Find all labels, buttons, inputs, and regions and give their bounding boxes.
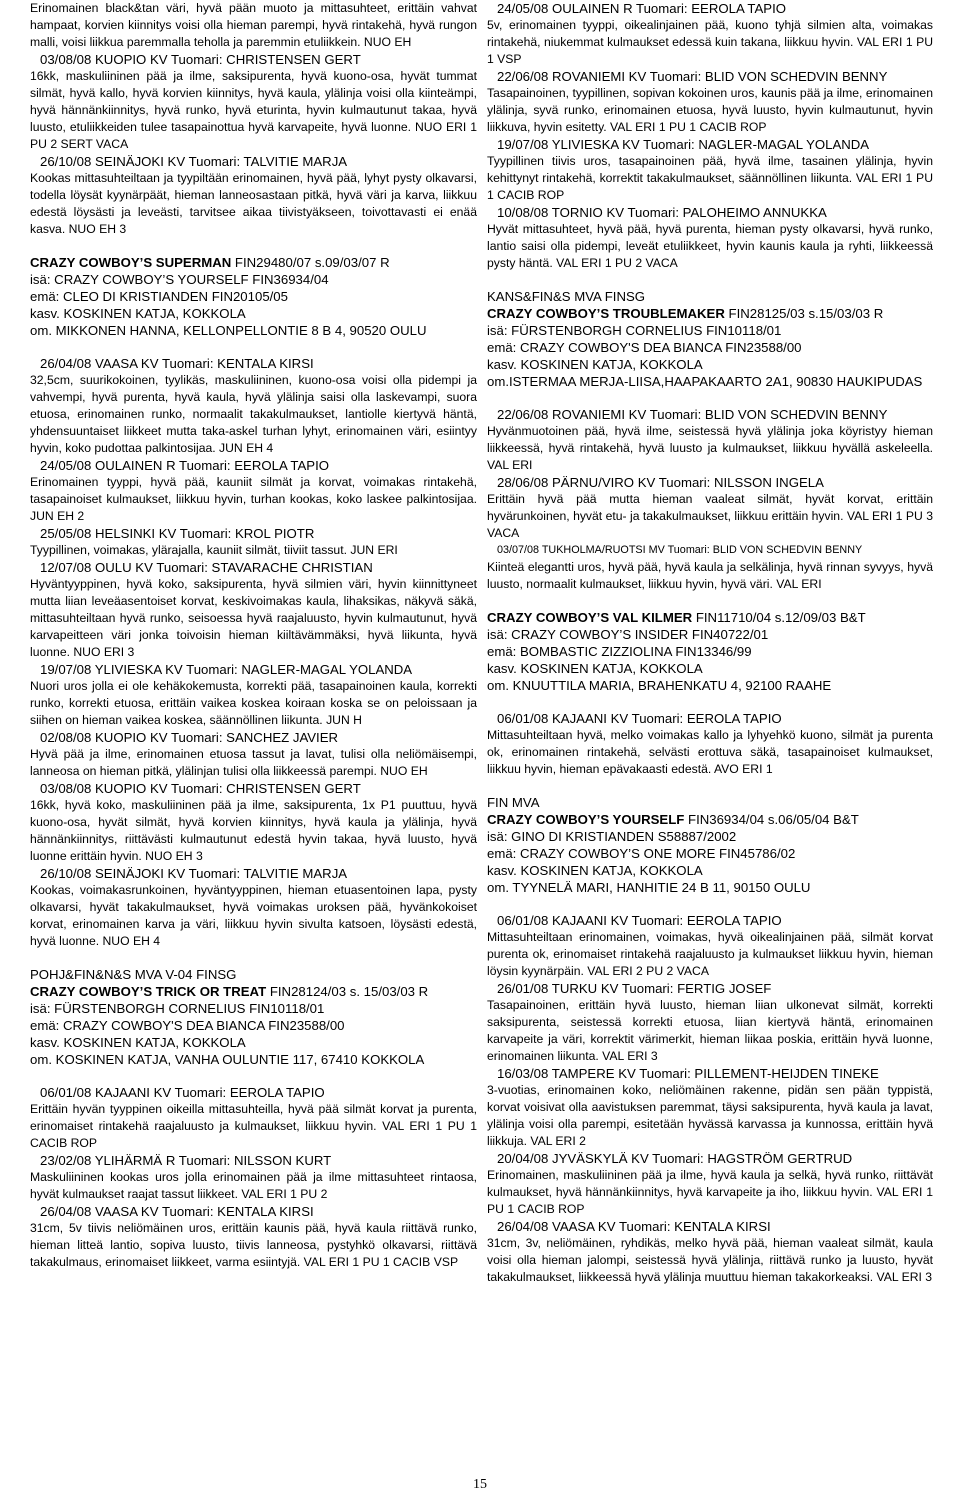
review-header: 19/07/08 YLIVIESKA KV Tuomari: NAGLER-MAGAL YOLANDA bbox=[497, 137, 870, 152]
review-text: Hyväntyyppinen, hyvä koko, saksipurenta, hyvä silmien väri, hyvin kiinnittyneet mutta liian leveäasentoiset korvat, keskivoimakas kaula, lihaksikas, näkyvä säkä, mittasuhteiltaan hyvä runko, seisoessa hyvä raajaluusto, hyvin kulmautunut, hyvä karvapeitteen väri jonka toivoisin hieman kiiltävämmäksi, hyvä liikunta, hyvä luonne. NUO ERI 3 bbox=[30, 577, 477, 659]
review-header: 28/06/08 PÄRNU/VIRO KV Tuomari: NILSSON INGELA bbox=[497, 475, 824, 490]
show-review bbox=[487, 0, 933, 68]
dog-class: FIN MVA bbox=[487, 795, 540, 810]
dog-registration: FIN28125/03 s.15/03/03 R bbox=[724, 306, 884, 321]
dog-sire: isä: CRAZY COWBOY’S YOURSELF FIN36934/04 bbox=[30, 272, 329, 287]
show-review bbox=[30, 865, 477, 950]
dog-owner: om. TYYNELÄ MARI, HANHITIE 24 B 11, 90150 OULU bbox=[487, 880, 811, 895]
spacer bbox=[487, 272, 933, 288]
dog-name-line bbox=[487, 609, 933, 626]
review-header: 06/01/08 KAJAANI KV Tuomari: EEROLA TAPIO bbox=[497, 711, 782, 726]
dog-sire: isä: FÜRSTENBORGH CORNELIUS FIN10118/01 bbox=[487, 323, 782, 338]
dog-sire: isä: FÜRSTENBORGH CORNELIUS FIN10118/01 bbox=[30, 1001, 325, 1016]
right-column bbox=[487, 0, 933, 1286]
show-review bbox=[487, 710, 933, 778]
dog-entry bbox=[30, 966, 477, 1068]
show-review bbox=[30, 780, 477, 865]
review-text: Tyypillinen tiivis uros, tasapainoinen pää, hyvä ilme, tasainen ylälinja, hyvin kehittynyt rintakehä, korrektit takakulmaukset, säännöllinen liikunta. VAL ERI 1 PU 1 CACIB ROP bbox=[487, 154, 933, 202]
review-header: 22/06/08 ROVANIEMI KV Tuomari: BLID VON SCHEDVIN BENNY bbox=[497, 69, 888, 84]
dog-name-line bbox=[487, 305, 933, 322]
review-header: 19/07/08 YLIVIESKA KV Tuomari: NAGLER-MAGAL YOLANDA bbox=[40, 662, 413, 677]
review-header: 26/10/08 SEINÄJOKI KV Tuomari: TALVITIE MARJA bbox=[40, 866, 348, 881]
review-text: 32,5cm, suurikokoinen, tyylikäs, maskuliininen, kuono-osa voisi olla pidempi ja vahvempi, hyvä purenta, hyvä kaula, hyvä ylälinja saisi olla laskevampi, suora etuosa, erinomainen runko, normaalit takakulmaukset, lantiolle kiertyvä häntä, yhdensuuntaiset liikkeet mutta taka-askel turhan lyhyt, erinomainen väri, esiintyy hyvin, koko pudottaa palkintosijaa. JUN EH 4 bbox=[30, 373, 477, 455]
review-header: 24/05/08 OULAINEN R Tuomari: EEROLA TAPIO bbox=[40, 458, 330, 473]
spacer bbox=[487, 593, 933, 609]
review-header: 12/07/08 OULU KV Tuomari: STAVARACHE CHRISTIAN bbox=[40, 560, 373, 575]
show-review bbox=[487, 1150, 933, 1218]
page-number: 15 bbox=[473, 1477, 487, 1492]
spacer bbox=[30, 238, 477, 254]
dog-breeder: kasv. KOSKINEN KATJA, KOKKOLA bbox=[487, 661, 703, 676]
review-text: Tasapainoinen, tyypillinen, sopivan kokoinen uros, kaunis pää ja ilme, erinomainen ylälinja, syvä runko, erinomainen etuosa, hyvä luusto, hyvin kulmautunut, hyvin liikkuva, hyvin esitetty. VAL ERI 1 PU 1 CACIB ROP bbox=[487, 86, 933, 134]
review-header: 06/01/08 KAJAANI KV Tuomari: EEROLA TAPIO bbox=[40, 1085, 325, 1100]
review-text: Erittäin hyvä pää mutta hieman vaaleat silmät, hyvät korvat, erittäin hyvärunkoinen, hyvät etu- ja takakulmaukset, liikkuu erittäin hyvin. VAL ERI 1 PU 3 VACA bbox=[487, 492, 933, 540]
dog-name: CRAZY COWBOY’S YOURSELF bbox=[487, 812, 685, 827]
review-text: Maskuliininen kookas uros jolla erinomainen pää ja ilme mittasuhteet rintaosa, hyvät kulmaukset raajat tassut liikkeet. VAL ERI 1 PU 2 bbox=[30, 1170, 477, 1201]
show-review bbox=[30, 525, 477, 559]
show-review bbox=[487, 68, 933, 136]
show-review bbox=[487, 1218, 933, 1286]
show-review bbox=[487, 136, 933, 204]
dog-name: CRAZY COWBOY’S VAL KILMER bbox=[487, 610, 693, 625]
review-text: Erinomainen tyyppi, hyvä pää, kauniit silmät ja korvat, voimakas rintakehä, tasapainoiset kulmaukset, liikkuu hyvin, turhan kookas, koko laskee palkintosijaa. JUN EH 2 bbox=[30, 475, 477, 523]
review-header: 24/05/08 OULAINEN R Tuomari: EEROLA TAPIO bbox=[497, 1, 787, 16]
spacer bbox=[487, 778, 933, 794]
dog-entry bbox=[487, 794, 933, 896]
review-header: 03/08/08 KUOPIO KV Tuomari: CHRISTENSEN GERT bbox=[40, 52, 361, 67]
review-text: Hyvänmuotoinen pää, hyvä ilme, seistessä hyvä ylälinja joka köyristyy hieman liikkeessä, hyvä rintakehä, hyvä luusto ja kulmaukset, liikkuu hyvällä askeleella. VAL ERI bbox=[487, 424, 933, 472]
show-review bbox=[30, 153, 477, 238]
review-header: 23/02/08 YLIHÄRMÄ R Tuomari: NILSSON KURT bbox=[40, 1153, 332, 1168]
show-review bbox=[487, 474, 933, 542]
dog-owner: om. MIKKONEN HANNA, KELLONPELLONTIE 8 B 4, 90520 OULU bbox=[30, 323, 427, 338]
review-header: 02/08/08 KUOPIO KV Tuomari: SANCHEZ JAVIER bbox=[40, 730, 339, 745]
dog-name-line bbox=[487, 811, 933, 828]
review-header: 22/06/08 ROVANIEMI KV Tuomari: BLID VON SCHEDVIN BENNY bbox=[497, 407, 888, 422]
review-text: 16kk, maskuliininen pää ja ilme, saksipurenta, hyvä kuono-osa, hyvät tummat silmät, hyvä kallo, hyvä korvien kiinnitys, hyvä kaula, ylälinja voisi olla kiinteämpi, hyvä hännänkiinnitys, hyvä runko, hyvä eturinta, hyvin kulmautunut takaa, hyvä luusto, etuliikkeiden tulee tasapainottua hyvä karvapeite, hyvä luonne. NUO ERI 1 PU 2 SERT VACA bbox=[30, 69, 477, 151]
show-review bbox=[30, 729, 477, 780]
dog-owner: om. KOSKINEN KATJA, VANHA OULUNTIE 117, 67410 KOKKOLA bbox=[30, 1052, 425, 1067]
show-review bbox=[30, 0, 477, 51]
show-review bbox=[30, 355, 477, 457]
show-review bbox=[487, 1065, 933, 1150]
spacer bbox=[30, 1068, 477, 1084]
dog-class: KANS&FIN&S MVA FINSG bbox=[487, 289, 646, 304]
review-text: Kookas mittasuhteiltaan ja tyypiltään erinomainen, hyvä pää, lyhyt pysty olkavarsi, todella löysät kyynärpäät, hieman lanneosastaan pitkä, hyvä väri ja karva, liikkuu edestä löysästi ja leveästi, tarvitsee aikaa tiivistyäkseen, toivottavasti ei enää kasva. NUO EH 3 bbox=[30, 171, 477, 236]
dog-name-line bbox=[30, 254, 477, 271]
show-review bbox=[30, 1203, 477, 1271]
show-review bbox=[487, 406, 933, 474]
review-text: Nuori uros jolla ei ole kehäkokemusta, korrekti pää, tasapainoinen kaula, korrekti runko, korrekti etuosa, erittäin vaikea koskea koiraan koska se on peloissaan ja siihen on hieman vaikea koskea, säännöllinen liikunta. JUN H bbox=[30, 679, 477, 727]
show-review bbox=[30, 1152, 477, 1203]
review-text: Erinomainen, maskuliininen pää ja ilme, hyvä kaula ja selkä, hyvä runko, riittävät kulmaukset, hyvä hännänkiinnitys, hyvä karvapeite ja iho, liikkuu hyvin. VAL ERI 1 PU 1 CACIB ROP bbox=[487, 1168, 933, 1216]
dog-breeder: kasv. KOSKINEN KATJA, KOKKOLA bbox=[30, 306, 246, 321]
review-text: 31cm, 3v, neliömäinen, ryhdikäs, melko hyvä pää, hieman vaaleat silmät, kaula voisi olla hieman jalompi, seistessä hyvä ylälinja, riittävä runko ja luusto, hyvät takakulmaukset, liikkeessä hyvä ylälinja muuttuu hieman takakorkeaksi. VAL ERI 3 bbox=[487, 1236, 933, 1284]
spacer bbox=[487, 390, 933, 406]
review-text: Tasapainoinen, erittäin hyvä luusto, hieman liian ulkonevat silmät, korrekti saksipurenta, seistessä korrekti etuosa, liian kiertyvä häntä, erinomainen karvapeite ja väri, korrektit värimerkit, hieman liikaa poskia, erittäin hyvä luonne, erinomainen liikunta. VAL ERI 3 bbox=[487, 998, 933, 1063]
review-text: 31cm, 5v tiivis neliömäinen uros, erittäin kaunis pää, hyvä kaula riittävä runko, hieman litteä lantio, sopiva luusto, tiivis lanneosa, pystyhkö olkavarsi, riittävä takakulmaus, erinomaiset liikkeet, varma esiintyjä. VAL ERI 1 PU 1 CACIB VSP bbox=[30, 1221, 477, 1269]
review-text: Hyvä pää ja ilme, erinomainen etuosa tassut ja lavat, tulisi olla neliömäisempi, lanneosa on hieman pitkä, ylälinjan tulisi olla liikkeessä parempi. NUO EH bbox=[30, 747, 477, 778]
review-header: 06/01/08 KAJAANI KV Tuomari: EEROLA TAPIO bbox=[497, 913, 782, 928]
dog-breeder: kasv. KOSKINEN KATJA, KOKKOLA bbox=[487, 357, 703, 372]
review-text: Hyvät mittasuhteet, hyvä pää, hyvä purenta, hieman pysty olkavarsi, hyvä runko, lantio saisi olla pidempi, leveät etuliikkeet, hyvin kaunis kaula ja ryhti, liikkeessä pysty häntä. VAL ERI 1 PU 2 VACA bbox=[487, 222, 933, 270]
dog-entry bbox=[487, 609, 933, 694]
review-text: Kiinteä elegantti uros, hyvä pää, hyvä kaula ja selkälinja, hyvä rinnan syvyys, hyvä luusto, normaalit kulmaukset, liikkuu hyvin, hyvä väri. VAL ERI bbox=[487, 560, 933, 591]
show-review bbox=[487, 912, 933, 980]
show-review bbox=[487, 204, 933, 272]
review-text: 5v, erinomainen tyyppi, oikealinjainen pää, kuono tyhjä silmien alta, voimakas rintakehä, niukemmat kulmaukset edessä kuin takana, liikkuu hyvin. VAL ERI 1 PU 1 VSP bbox=[487, 18, 933, 66]
review-header: 26/01/08 TURKU KV Tuomari: FERTIG JOSEF bbox=[497, 981, 772, 996]
review-header: 03/08/08 KUOPIO KV Tuomari: CHRISTENSEN GERT bbox=[40, 781, 361, 796]
review-text: Kookas, voimakasrunkoinen, hyväntyyppinen, hieman etuasentoinen lapa, pysty olkavarsi, hyvät takakulmaukset, hyvä voimakas uroksen pää, hyvänkokoiset korvat, erinomainen karva ja väri, liikkuu hyvin sivulta katsoen, löysästi edestä, hyvä luonne. NUO EH 4 bbox=[30, 883, 477, 948]
show-review bbox=[30, 559, 477, 661]
spacer bbox=[30, 339, 477, 355]
review-text: Mittasuhteiltaan erinomainen, voimakas, hyvä oikealinjainen pää, silmät korvat purenta ok, erinomaiset rintakehä raajaluusto ja kulmaukset liikkuu hyvin, hieman löysin kyynärpäin. VAL ERI 2 PU 2 VACA bbox=[487, 930, 933, 978]
dog-registration: FIN28124/03 s. 15/03/03 R bbox=[266, 984, 429, 999]
dog-entry bbox=[30, 254, 477, 339]
dog-name-line bbox=[30, 983, 477, 1000]
review-text: 16kk, hyvä koko, maskuliininen pää ja ilme, saksipurenta, 1x P1 puuttuu, hyvä kuono-osa, hyvät silmät, hyvä korvien kiinnitys, hyvä kaula ja ylälinja, hyvä hännänkiinnitys, riittävästi kulmautunut edestä hyvin takaa, hyvä luusto, hyvä luonne erittäin hyvin. NUO EH 3 bbox=[30, 798, 477, 863]
review-text: Erittäin hyvän tyyppinen oikeilla mittasuhteilla, hyvä pää silmät korvat ja purenta, erinomaiset rintakehä raajaluusto ja kulmaukset, liikkuu hyvin. VAL ERI 1 PU 1 CACIB ROP bbox=[30, 1102, 477, 1150]
review-header: 26/10/08 SEINÄJOKI KV Tuomari: TALVITIE MARJA bbox=[40, 154, 348, 169]
left-column bbox=[30, 0, 477, 1271]
show-review bbox=[30, 661, 477, 729]
spacer bbox=[487, 896, 933, 912]
dog-breeder: kasv. KOSKINEN KATJA, KOKKOLA bbox=[30, 1035, 246, 1050]
review-header: 03/07/08 TUKHOLMA/RUOTSI MV Tuomari: BLID VON SCHEDVIN BENNY bbox=[497, 544, 863, 556]
dog-dam: emä: BOMBASTIC ZIZZIOLINA FIN13346/99 bbox=[487, 644, 752, 659]
dog-registration: FIN29480/07 s.09/03/07 R bbox=[231, 255, 390, 270]
dog-name: CRAZY COWBOY’S TRICK OR TREAT bbox=[30, 984, 267, 999]
spacer bbox=[30, 950, 477, 966]
review-header: 26/04/08 VAASA KV Tuomari: KENTALA KIRSI bbox=[40, 1204, 314, 1219]
dog-dam: emä: CRAZY COWBOY'S DEA BIANCA FIN23588/00 bbox=[487, 340, 802, 355]
dog-dam: emä: CRAZY COWBOY’S ONE MORE FIN45786/02 bbox=[487, 846, 796, 861]
review-header: 26/04/08 VAASA KV Tuomari: KENTALA KIRSI bbox=[40, 356, 314, 371]
review-header: 10/08/08 TORNIO KV Tuomari: PALOHEIMO ANNUKKA bbox=[497, 205, 827, 220]
review-header: 20/04/08 JYVÄSKYLÄ KV Tuomari: HAGSTRÖM GERTRUD bbox=[497, 1151, 853, 1166]
review-header: 26/04/08 VAASA KV Tuomari: KENTALA KIRSI bbox=[497, 1219, 771, 1234]
dog-breeder: kasv. KOSKINEN KATJA, KOKKOLA bbox=[487, 863, 703, 878]
dog-registration: FIN36934/04 s.06/05/04 B&T bbox=[684, 812, 859, 827]
dog-name: CRAZY COWBOY’S TROUBLEMAKER bbox=[487, 306, 725, 321]
show-review bbox=[30, 51, 477, 153]
dog-name: CRAZY COWBOY’S SUPERMAN bbox=[30, 255, 232, 270]
review-text: 3-vuotias, erinomainen koko, neliömäinen rakenne, pidän sen pään typpistä, korvat voisivat olla aavistuksen paremmat, täysi saksipurenta, hyvä kaula ja lavat, ylälinja voisi olla parempi, esitetään hyvässä karvassa ja kunnossa, erittäin hyvä liikkuja. VAL ERI 2 bbox=[487, 1083, 933, 1148]
review-text: Mittasuhteiltaan hyvä, melko voimakas kallo ja lyhyehkö kuono, silmät ja purenta ok, erinomainen rintakehä, selvästi erottuva säkä, tasapainoiset kulmaukset, liikkuu hyvin, hieman epävakaasti edestä. AVO ERI 1 bbox=[487, 728, 933, 776]
dog-owner: om. KNUUTTILA MARIA, BRAHENKATU 4, 92100 RAAHE bbox=[487, 678, 832, 693]
spacer bbox=[487, 694, 933, 710]
dog-entry bbox=[487, 288, 933, 390]
dog-class: POHJ&FIN&N&S MVA V-04 FINSG bbox=[30, 967, 237, 982]
show-review bbox=[487, 980, 933, 1065]
review-header: 16/03/08 TAMPERE KV Tuomari: PILLEMENT-HEIJDEN TINEKE bbox=[497, 1066, 879, 1081]
show-review bbox=[30, 1084, 477, 1152]
dog-dam: emä: CRAZY COWBOY'S DEA BIANCA FIN23588/00 bbox=[30, 1018, 345, 1033]
dog-registration: FIN11710/04 s.12/09/03 B&T bbox=[692, 610, 866, 625]
review-header: 25/05/08 HELSINKI KV Tuomari: KROL PIOTR bbox=[40, 526, 315, 541]
show-review bbox=[487, 542, 933, 593]
dog-owner: om.ISTERMAA MERJA-LIISA,HAAPAKAARTO 2A1, 90830 HAUKIPUDAS bbox=[487, 374, 923, 389]
dog-sire: isä: CRAZY COWBOY’S INSIDER FIN40722/01 bbox=[487, 627, 769, 642]
show-review bbox=[30, 457, 477, 525]
dog-sire: isä: GINO DI KRISTIANDEN S58887/2002 bbox=[487, 829, 737, 844]
review-text: Tyypillinen, voimakas, ylärajalla, kauniit silmät, tiiviit tassut. JUN ERI bbox=[30, 543, 398, 557]
dog-dam: emä: CLEO DI KRISTIANDEN FIN20105/05 bbox=[30, 289, 288, 304]
review-text: Erinomainen black&tan väri, hyvä pään muoto ja mittasuhteet, erittäin vahvat hampaat, korvien kiinnitys voisi olla hieman parempi, hyvä rintakehä, hyvä rungon malli, voisi liikkua paremmalla teholla ja paremmin etuliikkein. NUO EH bbox=[30, 1, 477, 49]
